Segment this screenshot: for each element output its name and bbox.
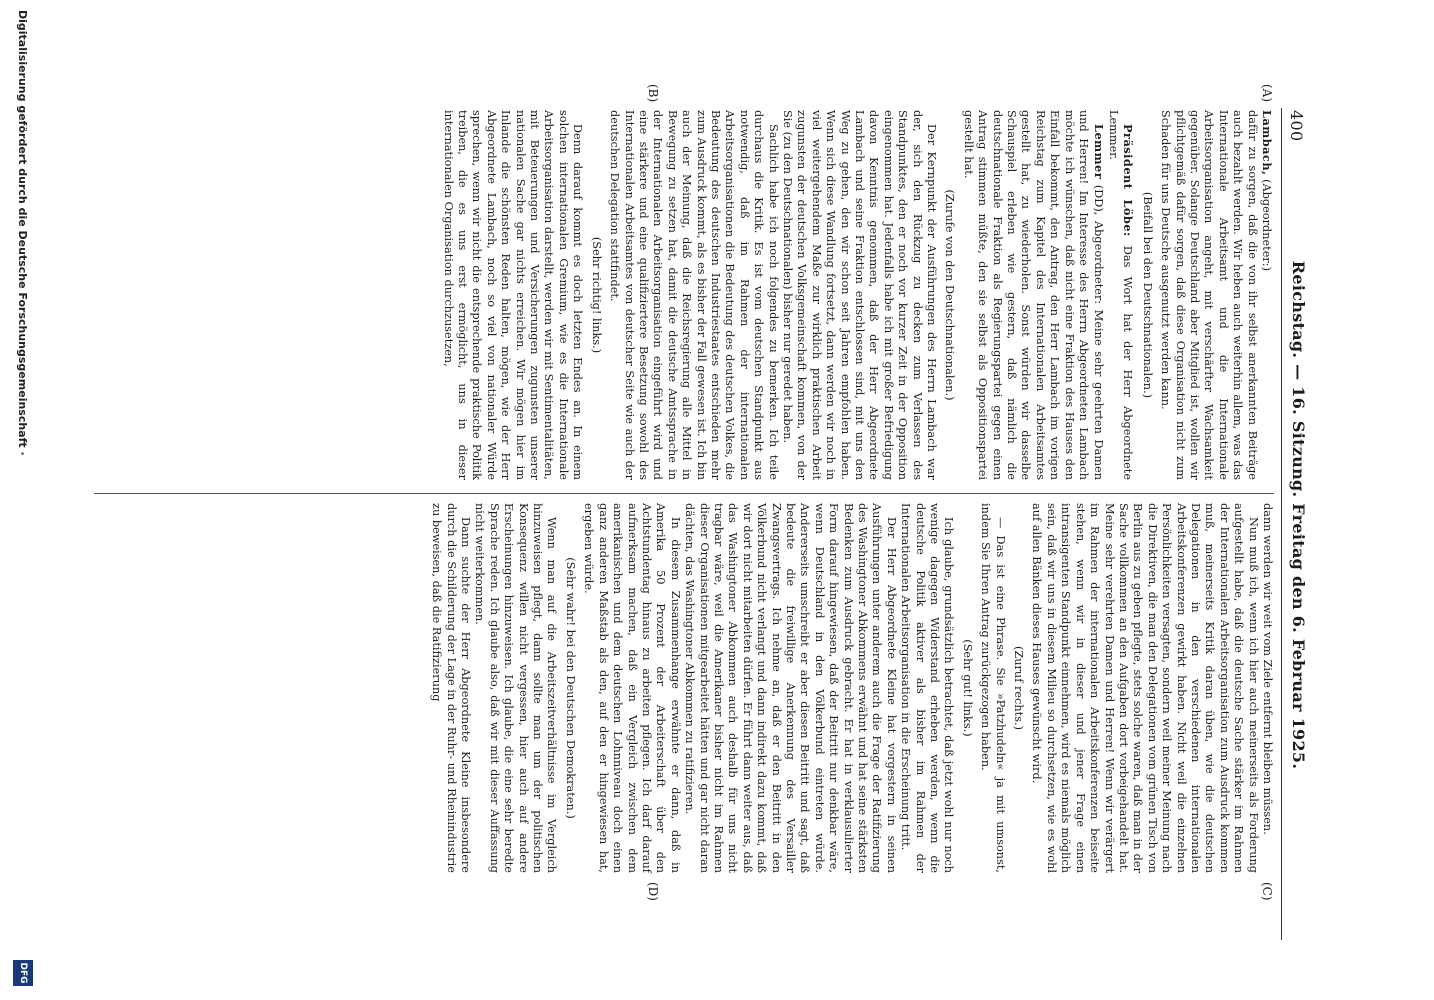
interjection: (Sehr gut! links.): [960, 639, 974, 737]
speaker-name: Lemmer: [1091, 124, 1106, 180]
paragraph: Sachlich habe ich noch folgendes zu bemerken. Ich teile durchaus die Kritik. Es ist vom deutschen Standpunkt aus notwendig, daß im Rahmen der internationalen Arbeitsorganisationen die Bedeutung des deutschen Volkes, die Bedeutung des deutschen Industriestaates entschieden mehr zum Ausdruck kommt, als es bisher der Fall gewesen ist. Ich bin auch der Meinung, daß die Reichsregierung alle Mittel in Bewegung zu setzen hat, damit die deutsche Amtssprache in der Internationalen Arbeitsorganisation eingeführt wird und eine stärkere und eine qualifiziertere Besetzung sowohl des Internationalen Arbeitsamtes von deutscher Seite wie auch der deutschen Delegation stattfindet.: [608, 110, 780, 480]
interjection: (Sehr richtig! links.): [589, 236, 603, 354]
speaker-paragraph: [1106, 110, 1136, 480]
speech-text: (DD), Abgeordneter: Meine sehr geehrten Damen und Herren! Im Interesse des Herrn Abgeordneten Lambach möchte ich wünschen, daß nicht eine Fraktion des Hauses den Einfall bekommt, den Antrag, den Herr Lambach im vorigen Reichstag zum Kapitel des Internationalen Arbeitsamtes gestellt hat, zu wiederholen. Sonst würden wir dasselbe Schauspiel erleben wie gestern, daß nämlich die deutschnationale Fraktion als Regierungspartei gegen einen Antrag stimmen müßte, den sie selbst als Oppositionspartei gestellt hat.: [961, 110, 1105, 480]
margin-mark-b: (B): [646, 84, 660, 103]
paragraph: — Das ist eine Phrase. Sie »Patzhudeln« ja mit umsonst, indem Sie Ihren Antrag zurückgezogen haben.: [979, 503, 1007, 873]
paragraph: dann werden wir weit vom Ziele entfernt bleiben müssen.: [1261, 503, 1274, 835]
paragraph: Nun muß ich, wenn ich hier auch meinerseits als Forderung aufgestellt habe, daß die deutsche Sache stärker im Rahmen der Internationalen Arbeitsorganisation zum Ausdruck kommen muß, meinerseits Kritik daran üben, wie die deutschen Delegationen in den verschiedenen internationalen Arbeitskonferenzen gewirkt haben. Nicht weil die einzelnen Persönlichkeiten versagten, sondern weil meiner Meinung nach die Direktiven, die man den Delegationen vom grünen Tisch von Berlin aus zu geben pflegte, stets solche waren, daß man in der Sache vollkommen an den Aufgaben dort vorbeigehandelt hat. Meine sehr verehrten Damen und Herren! Wenn wir verärgert im Rahmen der internationalen Arbeitskonferenzen beiseite stehen, wenn wir in dieser und jener Frage einen intransigenten Standpunkt einnehmen, wird es niemals möglich sein, daß wir uns in diesem Milieu so durchsetzen, wie es wohl auf allen Bänken dieses Hauses gewünscht wird.: [1030, 503, 1260, 873]
paragraph: dafür zu sorgen, daß die von ihr selbst anerkannten Beiträge auch bezahlt werden. Wir heben auch weiterhin allem, was das Internationale Arbeitsamt und die Internationale Arbeitsorganisation angeht, mit verschärfter Wachsamkeit gegenüber. Solange Deutschland aber Mitglied ist, wollen wir pflichtgemäß dafür sorgen, daß diese Organisation nicht zum Schaden für uns Deutsche ausgenutzt werden kann.: [1159, 110, 1259, 480]
interjection: (Beifall bei den Deutschnationalen.): [1140, 191, 1154, 399]
running-title: Reichstag. — 16. Sitzung. Freitag den 6. Februar 1925.: [1289, 260, 1308, 770]
speaker-paragraph: [1259, 110, 1274, 480]
funding-note: Digitalisierung gefördert durch die Deutsche Forschungsgemeinschaft ·: [16, 10, 29, 456]
interjection: (Zuruf rechts.): [1012, 645, 1026, 730]
speaker-name: Lambach,: [1260, 110, 1274, 176]
speaker-name: Präsident Löbe:: [1121, 124, 1136, 237]
paragraph: Dann suchte der Herr Abgeordnete Kleine insbesondere durch die Schilderung der Lage in der Ruhr- und Rheinindustrie zu beweisen, daß die Ratifizierung: [430, 503, 473, 873]
speaker-paragraph: [960, 110, 1105, 480]
dfg-logo: DFG: [13, 960, 33, 986]
paragraph: Denn darauf kommt es doch letzten Endes an. In einem solchen internationalen Gremium, wie es die Internationale Arbeitsorganisation darstellt, werden wir mit Sentimentalitäten, mit Beteuerungen und Versicherungen zugunsten unserer nationalen Sache gar nichts erreichen. Wir mögen hier im Inlande die schönsten Reden halten, mögen, wie der Herr Abgeordnete Lambach, noch so viel von nationaler Würde sprechen, wenn wir nicht die entsprechende praktische Politik treiben, die es uns erst ermöglicht, uns in dieser internationalen Organisation durchzusetzen,: [441, 110, 585, 480]
page-header: [1280, 70, 1310, 960]
column-divider: [94, 493, 1274, 494]
paragraph: In diesem Zusammenhange erwähnte er dann, daß in Amerika 50 Prozent der Arbeiterschaft über den Achtstundentag hinaus zu arbeiten pflegen. Ich darf darauf aufmerksam machen, daß ein Vergleich zwischen dem amerikanischen und dem deutschen Lohnniveau doch einen ganz anderen Maßstab als den, auf den er hingewiesen hat, ergeben würde.: [582, 503, 682, 873]
speech-text: Das Wort hat der Herr Abgeordnete Lemmer.: [1106, 110, 1135, 481]
margin-mark-d: (D): [646, 882, 660, 901]
page-number: 400: [1287, 110, 1306, 142]
right-text-column: [429, 503, 1274, 873]
speech-text: (Abgeordneter:): [1260, 179, 1273, 272]
header-rule: [1281, 108, 1282, 940]
paragraph: Wenn man auf die Arbeitszeitverhältnisse im Vergleich hinzuweisen pflegt, dann sollte man um der politischen Konsequenz willen nicht vergessen, hier auch auf andere Erscheinungen hinzuweisen. Ich glaube, die eine sehr beredte Sprache reden. Ich glaube also, daß wir mit dieser Auffassung nicht weiterkommen.: [473, 503, 559, 873]
paragraph: Der Kernpunkt der Ausführungen des Herrn Lambach war der, sich den Rückzug zu decken zum Verlassen des Standpunktes, den er noch vor kurzer Zeit in der Opposition eingenommen hat. Jedenfalls habe ich mit großer Befriedigung davon Kenntnis genommen, daß der Herr Abgeordnete Lambach und seine Fraktion entschlossen sind, mit uns den Weg zu gehen, den wir schon seit Jahren empfohlen haben. Wenn sich diese Wandlung fortsetzt, dann werden wir noch in viel weitergehendem Maße zur wirklich praktischen Arbeit zugunsten der deutschen Volksgemeinschaft kommen, von der Sie (zu den Deutschnationalen) bisher nur geredet haben.: [781, 110, 939, 480]
left-text-column: [440, 110, 1274, 480]
margin-mark-c: (C): [1260, 882, 1274, 901]
paragraph: Der Herr Abgeordnete Kleine hat vorgestern in seinen Ausführungen unter anderem auch die Frage der Ratifizierung des Washingtoner Abkommens erwähnt und hat seine stärksten Bedenken zum Ausdruck gebracht. Er hat in verklausulierter Form darauf hingewiesen, daß der Beitritt nur denkbar wäre, wenn Deutschland in den Völkerbund eintreten würde. Andererseits umschreibt er aber diesen Beitritt und sagt, daß bedeute die freiwillige Anerkennung des Versailler Zwangsvertrags. Ich nehme an, daß er den Beitritt in den Völkerbund nicht verlangt und dann indirekt dazu kommt, daß wir dort nicht mitarbeiten dürfen. Er führt dann weiter aus, daß das Washingtoner Abkommen auch deshalb für uns nicht tragbar wäre, weil die Amerikaner bisher nicht im Rahmen dieser Organisationen mitgearbeitet hätten und gar nicht daran dächten, das Washingtoner Abkommen zu ratifizieren.: [683, 503, 898, 873]
interjection: (Zurufe von den Deutschnationalen.): [943, 189, 957, 401]
margin-mark-a: (A): [1260, 84, 1274, 103]
interjection: (Sehr wahr! bei den Deutschen Demokraten.): [563, 557, 577, 819]
paragraph: Ich glaube, grundsätzlich betrachtet, daß jetzt wohl nur noch wenige dagegen Widerstand erheben werden, wenn die deutsche Politik aktiver als bisher im Rahmen der Internationalen Arbeitsorganisation in die Erscheinung tritt.: [899, 503, 956, 873]
